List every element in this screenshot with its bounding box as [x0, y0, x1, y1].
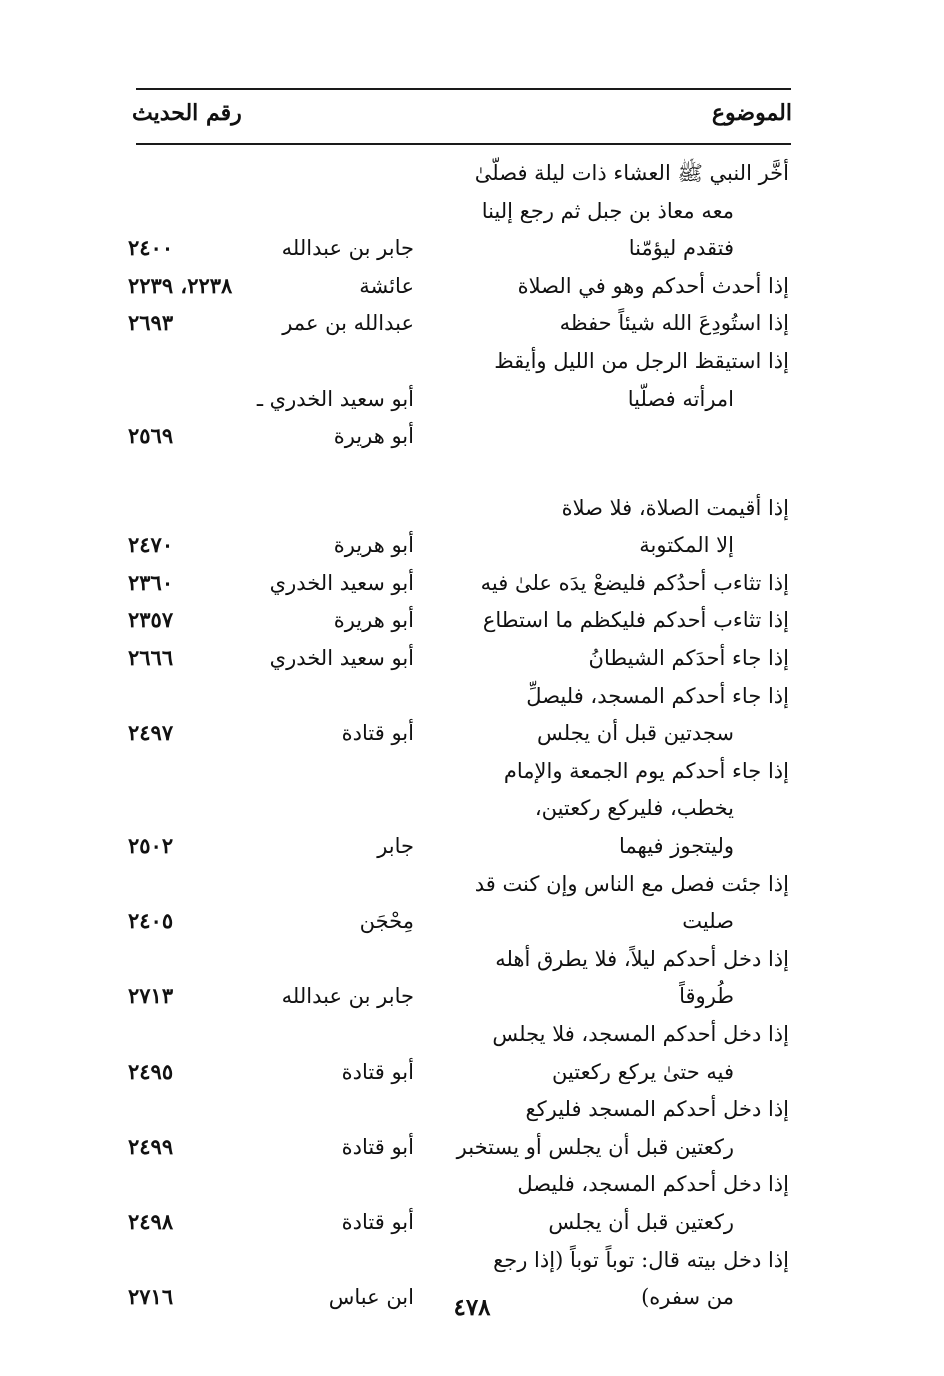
entry-hadith-number: ٢٤٧٠ [128, 532, 174, 558]
entry-hadith-number: ٢٧١٣ [128, 983, 174, 1009]
entry-hadith-number: ٢٤٩٩ [128, 1133, 174, 1159]
entry-topic-line: من سفره) [641, 1285, 734, 1310]
entry-hadith-number: ٢٦٦٦ [128, 645, 174, 671]
entry-topic-line: إذا دخل بيته قال: توباً توباً (إذا رجع [493, 1247, 789, 1272]
entry-narrator: عائشة [359, 273, 414, 298]
entry-narrator: أبو هريرة [333, 533, 414, 558]
entry-hadith-number: ٢٢٣٨، ٢٢٣٩ [128, 272, 233, 298]
entry-narrator: أبو قتادة [341, 1210, 414, 1235]
entry-narrator: أبو قتادة [341, 721, 414, 746]
topic-column-header: الموضوع [711, 100, 792, 126]
entry-hadith-number: ٢٤٩٧ [128, 720, 174, 746]
entry-topic-line: إذا دخل أحدكم المسجد، فلا يجلس [492, 1022, 789, 1047]
entry-topic-line: إذا أحدث أحدكم وهو في الصلاة [517, 273, 789, 298]
entry-topic-line: وليتجوز فيهما [618, 834, 734, 859]
entry-topic-line: طُروقاً [679, 984, 734, 1009]
header-bottom-rule [136, 143, 791, 145]
entry-topic-line: إذا جاء أحدَكم الشيطانُ [588, 646, 789, 671]
entry-hadith-number: ٢٤٩٥ [128, 1058, 174, 1084]
entry-topic-line: إذا جاء أحدكم المسجد، فليصلِّ [526, 683, 789, 708]
entry-topic-line: ركعتين قبل أن يجلس أو يستخبر [456, 1134, 734, 1159]
entry-narrator: ابن عباس [328, 1285, 414, 1310]
entry-topic-line: ركعتين قبل أن يجلس [548, 1210, 734, 1235]
entry-topic-line: إذا دخل أحدكم المسجد فليركع [525, 1097, 789, 1122]
entry-narrator: عبدالله بن عمر [282, 311, 414, 336]
entry-narrator: أبو هريرة [333, 424, 414, 449]
entry-topic-line: سجدتين قبل أن يجلس [536, 721, 734, 746]
entry-topic-line: إذا أقيمت الصلاة، فلا صلاة [561, 495, 789, 520]
entry-hadith-number: ٢٥٠٢ [128, 833, 174, 859]
entry-narrator: جابر بن عبدالله [281, 984, 414, 1009]
entry-hadith-number: ٢٣٦٠ [128, 569, 174, 595]
entry-topic-line: معه معاذ بن جبل ثم رجع إلينا [481, 198, 734, 223]
entry-hadith-number: ٢٤٩٨ [128, 1209, 174, 1235]
entry-topic-line: إذا دخل أحدكم المسجد، فليصل [517, 1172, 789, 1197]
entry-narrator: أبو سعيد الخدري [269, 646, 414, 671]
entry-hadith-number: ٢٤٠٠ [128, 235, 174, 261]
entry-topic-line: فتقدم ليؤمّنا [628, 236, 734, 261]
entry-narrator: أبو قتادة [341, 1059, 414, 1084]
entry-topic-line: يخطب، فليركع ركعتين، [534, 796, 734, 821]
entry-hadith-number: ٢٦٩٣ [128, 310, 174, 336]
entry-narrator: أبو سعيد الخدري [269, 570, 414, 595]
entry-narrator: جابر بن عبدالله [281, 236, 414, 261]
entry-narrator: أبو قتادة [341, 1134, 414, 1159]
entry-narrator: مِحْجَن [359, 909, 414, 934]
entry-topic-line: إذا دخل أحدكم ليلاً، فلا يطرق أهله [495, 946, 789, 971]
entry-topic-line: إذا تثاءب أحدُكم فليضعْ يدَه علىٰ فيه [480, 570, 789, 595]
entry-narrator: جابر [377, 834, 414, 859]
entry-topic-line: صليت [682, 909, 734, 934]
entry-topic-line: إذا استُودِعَ الله شيئاً حفظه [559, 311, 789, 336]
entry-hadith-number: ٢٥٦٩ [128, 423, 174, 449]
page-number: ٤٧٨ [453, 1294, 491, 1321]
entry-topic-line: فيه حتىٰ يركع ركعتين [551, 1059, 734, 1084]
entry-topic-line: إذا تثاءب أحدكم فليكظم ما استطاع [482, 608, 789, 633]
entry-narrator: أبو هريرة [333, 608, 414, 633]
entry-topic-line: إلا المكتوبة [639, 533, 734, 558]
hadith-number-column-header: رقم الحديث [132, 100, 242, 126]
entry-topic-line: امرأته فصلّيا [627, 386, 734, 411]
entry-topic-line: إذا استيقظ الرجل من الليل وأيقظ [494, 349, 789, 373]
entry-hadith-number: ٢٧١٦ [128, 1284, 174, 1310]
header-top-rule [136, 88, 791, 90]
entry-hadith-number: ٢٤٠٥ [128, 908, 174, 934]
entry-topic-line: إذا جاء أحدكم يوم الجمعة والإمام [503, 758, 789, 783]
entry-narrator: أبو سعيد الخدري ـ [256, 386, 414, 411]
entry-topic-line: إذا جئت فصل مع الناس وإن كنت قد [474, 871, 789, 896]
entry-hadith-number: ٢٣٥٧ [128, 607, 174, 633]
entry-topic-line: أخَّر النبي ﷺ العشاء ذات ليلة فصلّىٰ [474, 161, 789, 185]
